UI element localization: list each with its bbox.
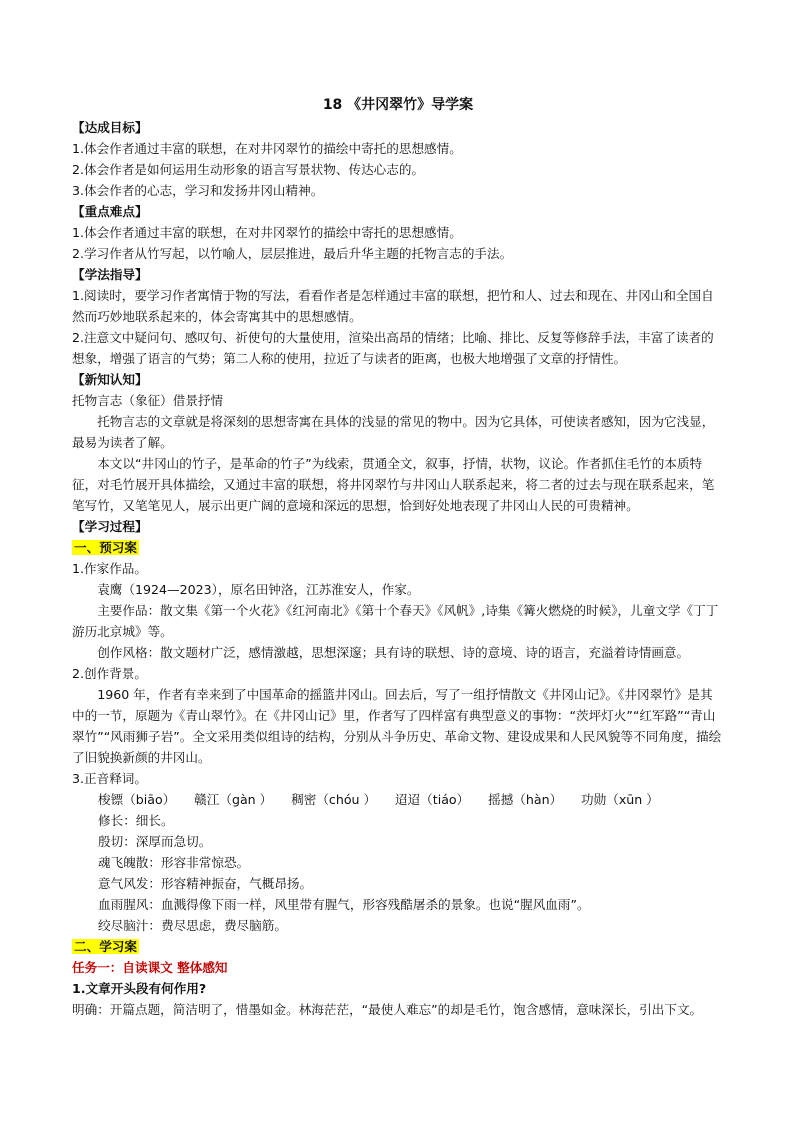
pinyin-list: 梭镖（biāo） 赣江（gàn ） 稠密（chóu ） 迢迢（tiáo） 摇撼（hàn） 功勋（xūn ） [98,792,659,807]
section-heading-process: 【学习过程】 [72,519,148,534]
background-paragraph: 1960 年，作者有幸来到了中国革命的摇篮井冈山。回去后，写了一组抒情散文《井冈山记》。《井冈翠竹》是其中的一节，原题为《青山翠竹》。在《井冈山记》里，作者写了四样富有典型意义的事物：“茨坪灯火”“红军路”“青山翠竹”“风雨狮子岩”。全文采用类似组诗的结构，分别从斗争历史、革命文物、建设成果和人民风貌等不同角度，描绘了旧貌换新颜的井冈山。 [72,687,722,765]
definition-item: 意气风发：形容精神振奋，气概昂扬。 [98,876,313,891]
definition-item: 魂飞魄散：形容非常惊恐。 [98,855,250,870]
question-pronunciation: 3.正音释词。 [72,771,147,786]
section-heading-key-points: 【重点难点】 [72,204,148,219]
key-point-item: 2.学习作者从竹写起，以竹喻人，层层推进，最后升华主题的托物言志的手法。 [72,246,513,261]
knowledge-paragraph: 托物言志的文章就是将深刻的思想寄寓在具体的浅显的常见的物中。因为它具体，可使读者感知，因为它浅显，最易为读者了解。 [72,414,715,450]
question-background: 2.创作背景。 [72,666,147,681]
method-item: 2.注意文中疑问句、感叹句、祈使句的大量使用，渲染出高昂的情绪；比喻、排比、反复等修辞手法，丰富了读者的想象，增强了语言的气势；第二人称的使用，拉近了与读者的距离，也极大地增强了文章的抒情性。 [72,330,714,366]
section-heading-new-knowledge: 【新知认知】 [72,372,148,387]
definition-item: 血雨腥风：血溅得像下雨一样，风里带有腥气，形容残酷屠杀的景象。也说“腥风血雨”。 [98,897,590,912]
author-info: 袁鹰（1924—2023），原名田钟洛，江苏淮安人，作家。 [97,582,420,597]
page-title: 18 《井冈翠竹》导学案 [322,97,474,113]
definition-item: 殷切：深厚而急切。 [98,834,212,849]
author-style: 创作风格：散文题材广泛，感情激越，思想深邃；具有诗的联想、诗的意境、诗的语言，充溢着诗情画意。 [97,645,690,660]
preview-heading: 一、预习案 [74,540,137,555]
document-page [72,94,724,1020]
knowledge-subtitle: 托物言志（象征）借景抒情 [72,393,224,408]
goal-item: 3.体会作者的心志，学习和发扬井冈山精神。 [72,183,324,198]
author-works: 主要作品：散文集《第一个火花》《红河南北》《第十个春天》《风帆》,诗集《篝火燃烧的时候》，儿童文学《丁丁游历北京城》等。 [72,603,719,639]
definition-item: 绞尽脑汁：费尽思虑，费尽脑筋。 [98,918,287,933]
study-heading: 二、学习案 [74,939,137,954]
goal-item: 2.体会作者是如何运用生动形象的语言写景状物、传达心志的。 [72,162,425,177]
task-heading: 任务一：自读课文 整体感知 [72,960,228,975]
method-item: 1.阅读时，要学习作者寓情于物的写法，看看作者是怎样通过丰富的联想，把竹和人、过去和现在、井冈山和全国自然而巧妙地联系起来的，体会寄寓其中的思想感情。 [72,288,714,324]
key-point-item: 1.体会作者通过丰富的联想，在对井冈翠竹的描绘中寄托的思想感情。 [72,225,462,240]
section-heading-method: 【学法指导】 [72,267,148,282]
section-heading-goals: 【达成目标】 [72,120,148,135]
question-author: 1.作家作品。 [72,561,147,576]
definition-item: 修长：细长。 [98,813,174,828]
task-answer: 明确：开篇点题，简洁明了，惜墨如金。林海茫茫，“最使人难忘”的却是毛竹，饱含感情，意味深长，引出下文。 [72,1002,703,1017]
goal-item: 1.体会作者通过丰富的联想，在对井冈翠竹的描绘中寄托的思想感情。 [72,141,462,156]
task-question: 1.文章开头段有何作用? [72,981,207,996]
knowledge-paragraph: 本文以“井冈山的竹子，是革命的竹子”为线索，贯通全文，叙事，抒情，状物，议论。作者抓住毛竹的本质特征，对毛竹展开具体描绘，又通过丰富的联想，将井冈翠竹与井冈山人联系起来，将二者的过去与现在联系起来，笔笔写竹，又笔笔见人，展示出更广阔的意境和深远的思想，恰到好处地表现了井冈山人民的可贵精神。 [72,456,715,513]
